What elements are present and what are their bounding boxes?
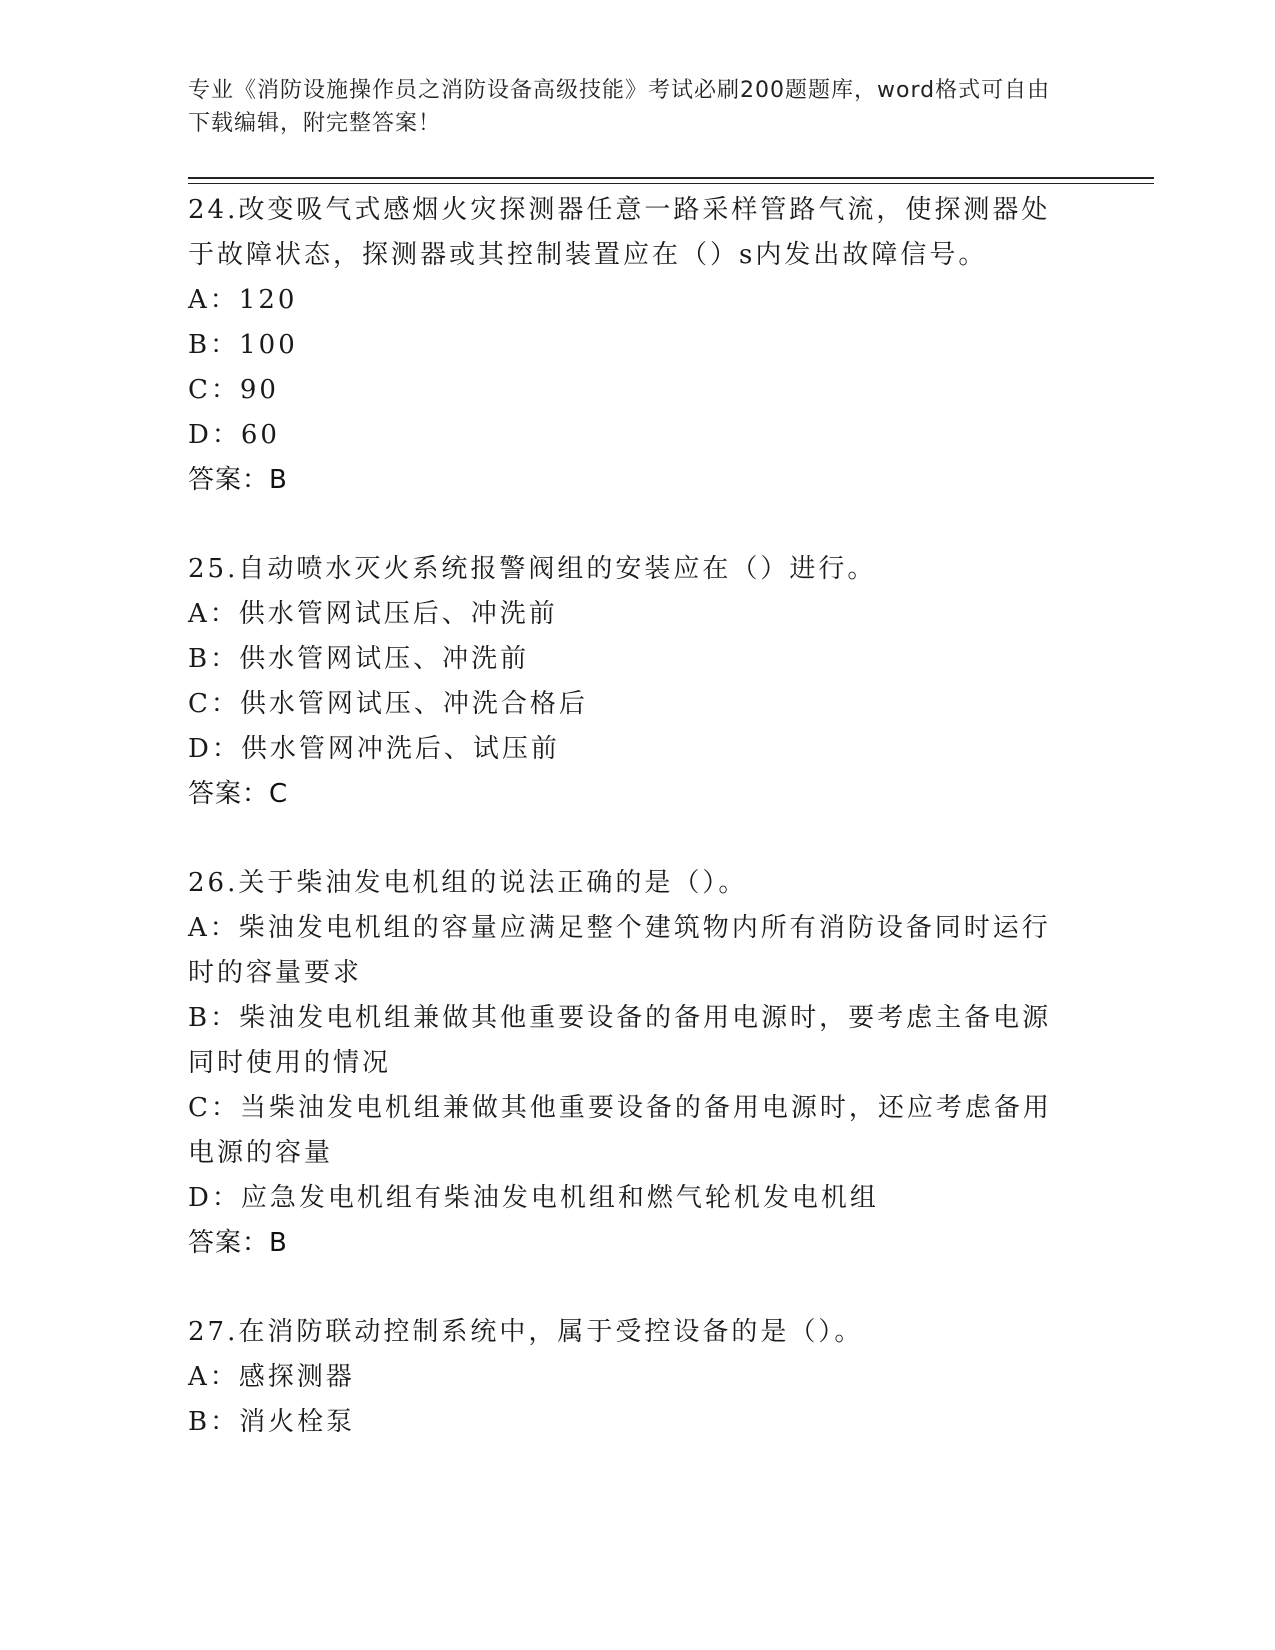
question-list xyxy=(188,188,1078,1445)
document-header: 专业《消防设施操作员之消防设备高级技能》考试必刷200题题库，word格式可自由下载编辑，附完整答案！ xyxy=(188,78,1051,136)
answer-label: 答案：C xyxy=(188,779,289,809)
option-b: B：柴油发电机组兼做其他重要设备的备用电源时，要考虑主备电源同时使用的情况 xyxy=(188,1003,1052,1078)
option-b: B：消火栓泵 xyxy=(188,1407,356,1437)
option-a: A：供水管网试压后、冲洗前 xyxy=(188,599,558,629)
option-a: A：柴油发电机组的容量应满足整个建筑物内所有消防设备同时运行时的容量要求 xyxy=(188,913,1051,988)
option-d: D：供水管网冲洗后、试压前 xyxy=(188,734,560,764)
question-27 xyxy=(188,1310,1078,1445)
header-divider-thin xyxy=(188,183,1154,184)
option-b: B：供水管网试压、冲洗前 xyxy=(188,644,530,674)
question-25 xyxy=(188,547,1078,817)
question-26 xyxy=(188,861,1078,1266)
question-stem: 26.关于柴油发电机组的说法正确的是（）。 xyxy=(188,868,748,898)
option-d: D：应急发电机组有柴油发电机组和燃气轮机发电机组 xyxy=(188,1183,879,1213)
option-c: C：90 xyxy=(188,375,279,405)
answer-label: 答案：B xyxy=(188,465,288,495)
option-c: C：当柴油发电机组兼做其他重要设备的备用电源时，还应考虑备用电源的容量 xyxy=(188,1093,1052,1168)
header-divider-thick xyxy=(188,177,1154,179)
option-c: C：供水管网试压、冲洗合格后 xyxy=(188,689,588,719)
option-a: A：感探测器 xyxy=(188,1362,355,1392)
option-a: A：120 xyxy=(188,285,298,315)
option-b: B：100 xyxy=(188,330,298,360)
option-d: D：60 xyxy=(188,420,280,450)
question-stem: 25.自动喷水灭火系统报警阀组的安装应在（）进行。 xyxy=(188,554,877,584)
question-stem: 24.改变吸气式感烟火灾探测器任意一路采样管路气流，使探测器处于故障状态，探测器或其控制装置应在（）s内发出故障信号。 xyxy=(188,195,1051,270)
question-24 xyxy=(188,188,1078,503)
answer-label: 答案：B xyxy=(188,1228,288,1258)
question-stem: 27.在消防联动控制系统中，属于受控设备的是（）。 xyxy=(188,1317,864,1347)
